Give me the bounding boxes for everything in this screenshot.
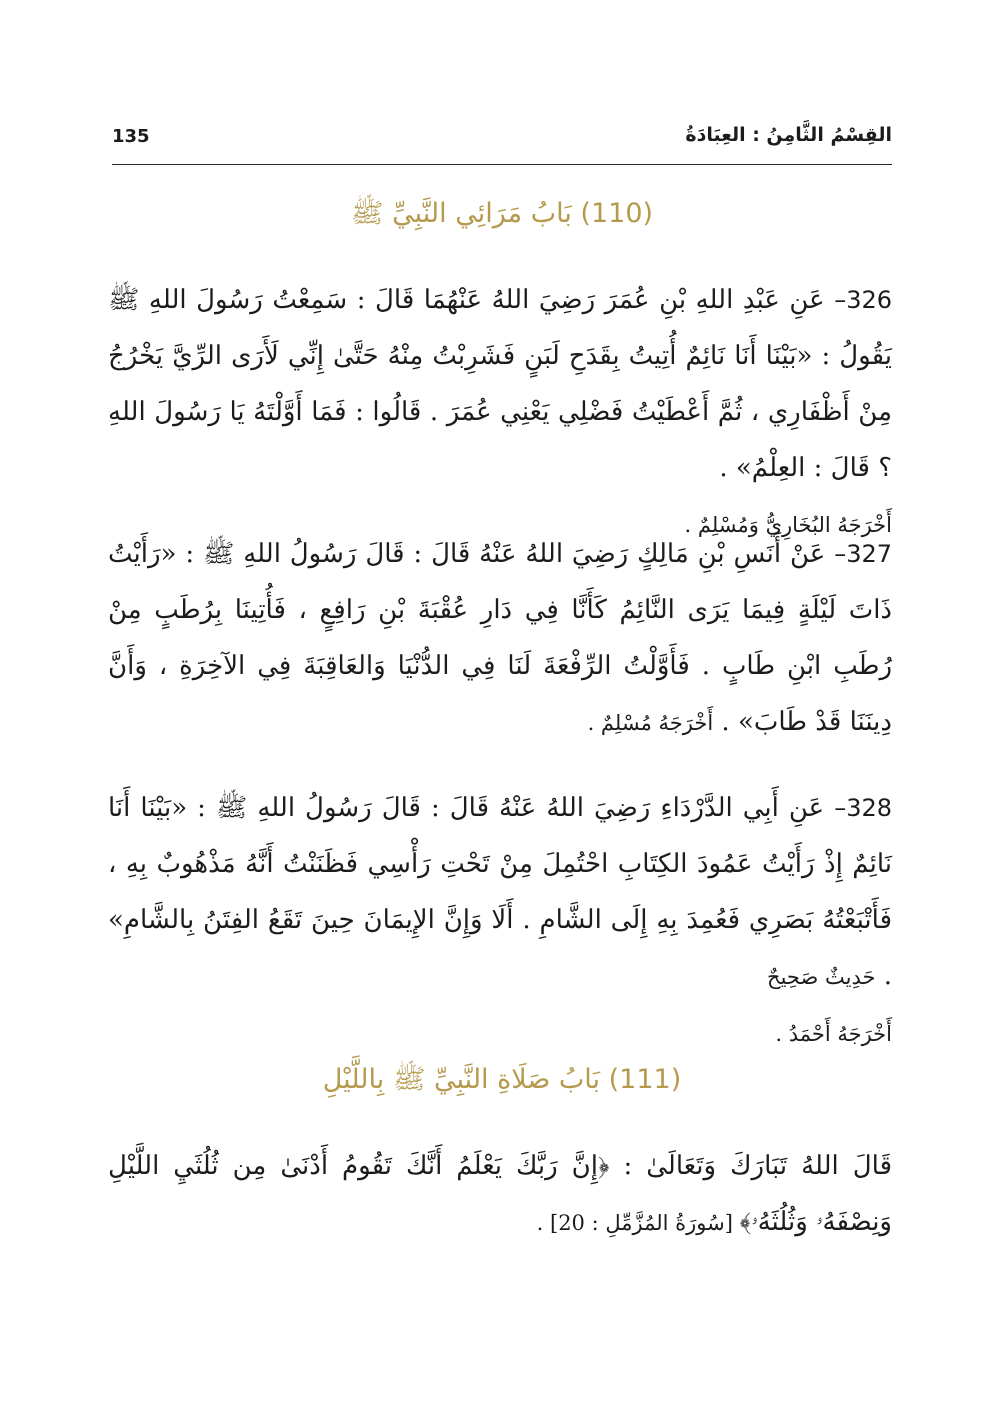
running-title: القِسْمُ الثَّامِنُ : العِبَادَةُ xyxy=(685,124,892,146)
hadith-327 xyxy=(108,526,892,751)
hadith-326 xyxy=(108,272,892,553)
quran-citation xyxy=(108,1138,892,1251)
hadith-number: 327– xyxy=(834,540,892,568)
chapter-heading-110: (110) بَابُ مَرَائِي النَّبِيِّ ﷺ xyxy=(350,198,654,229)
quran-verse: ﴿إِنَّ رَبَّكَ يَعْلَمُ أَنَّكَ تَقُومُ أَدْنَىٰ مِن ثُلُثَيِ اللَّيْلِ وَنِصْفَهُۥ وَثُلُثَهُۥ﴾ xyxy=(108,1151,892,1237)
hadith-328 xyxy=(108,780,892,1062)
hadith-number: 326– xyxy=(834,286,892,314)
chapter-heading-111: (111) بَابُ صَلَاةِ النَّبِيِّ ﷺ بِاللَّيْلِ xyxy=(322,1064,682,1095)
hadith-number: 328– xyxy=(834,794,892,822)
hadith-source: أَخْرَجَهُ مُسْلِمٌ . xyxy=(587,711,714,735)
hadith-source: أَخْرَجَهُ البُخَارِيُّ وَمُسْلِمٌ . xyxy=(684,513,892,537)
hadith-text: عَنِ عَبْدِ اللهِ بْنِ عُمَرَ رَضِيَ اللهُ عَنْهُمَا قَالَ : سَمِعْتُ رَسُولَ اللهِ ﷺ يَقُولُ : «بَيْنَا أَنَا نَائِمٌ أُتِيتُ بِقَدَحِ لَبَنٍ فَشَرِبْتُ مِنْهُ حَتَّىٰ إِنِّي لَأَرَى الرِّيَّ يَخْرُجُ مِنْ أَظْفَارِي ، ثُمَّ أَعْطَيْتُ فَضْلِي يَعْنِي عُمَرَ . قَالُوا : فَمَا أَوَّلْتَهُ يَا رَسُولَ اللهِ ؟ قَالَ : العِلْمُ» . xyxy=(108,285,892,483)
hadith-text: عَنْ أَنَسِ بْنِ مَالِكٍ رَضِيَ اللهُ عَنْهُ قَالَ : قَالَ رَسُولُ اللهِ ﷺ : «رَأَيْتُ ذَاتَ لَيْلَةٍ فِيمَا يَرَى النَّائِمُ كَأَنَّا فِي دَارِ عُقْبَةَ بْنِ رَافِعٍ ، فَأُتِينَا بِرُطَبٍ مِنْ رُطَبِ ابْنِ طَابٍ . فَأَوَّلْتُ الرِّفْعَةَ لَنَا فِي الدُّنْيَا وَالعَاقِبَةَ فِي الآخِرَةِ ، وَأَنَّ دِينَنَا قَدْ طَابَ» . xyxy=(108,539,892,737)
page-header xyxy=(112,118,892,165)
quran-reference: [سُورَةُ المُزَّمِّلِ : 20] . xyxy=(536,1211,740,1235)
hadith-source: أَخْرَجَهُ أَحْمَدُ . xyxy=(775,1022,892,1046)
hadith-text: عَنِ أَبِي الدَّرْدَاءِ رَضِيَ اللهُ عَنْهُ قَالَ : قَالَ رَسُولُ اللهِ ﷺ : «بَيْنَا أَنَا نَائِمٌ إِذْ رَأَيْتُ عَمُودَ الكِتَابِ احْتُمِلَ مِنْ تَحْتِ رَأْسِي فَظَنَنْتُ أَنَّهُ مَذْهُوبٌ بِهِ ، فَأَتْبَعْتُهُ بَصَرِي فَعُمِدَ بِهِ إِلَى الشَّامِ . أَلَا وَإِنَّ الإِيمَانَ حِينَ تَقَعُ الفِتَنُ بِالشَّامِ» . xyxy=(108,793,892,991)
quran-intro: قَالَ اللهُ تَبَارَكَ وَتَعَالَىٰ : xyxy=(609,1151,892,1181)
hadith-grade: حَدِيثٌ صَحِيحٌ xyxy=(767,965,876,989)
page-number: 135 xyxy=(112,126,150,147)
